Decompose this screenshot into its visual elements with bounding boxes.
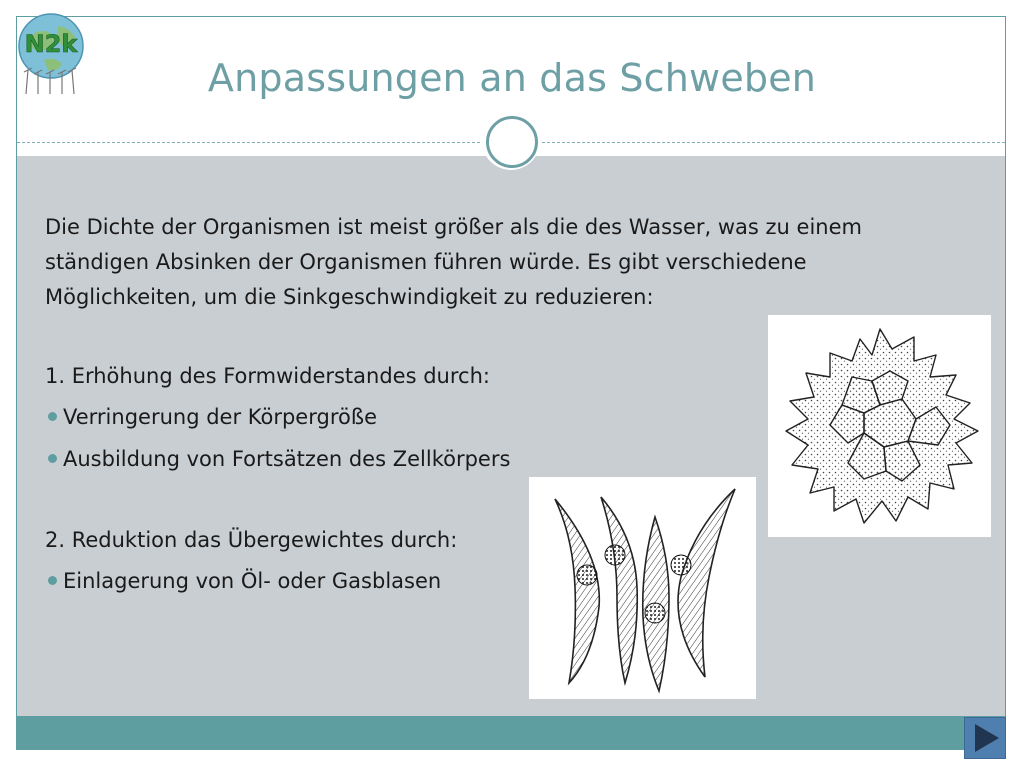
play-arrow-icon (965, 718, 1005, 758)
list-item-label: Verringerung der Körpergröße (63, 405, 377, 429)
list-item-label: Ausbildung von Fortsätzen des Zellkörpers (63, 447, 511, 471)
spindle-cells-image (529, 477, 756, 699)
footer-bar (17, 716, 1005, 749)
intro-text-block (45, 210, 945, 315)
pediastrum-colony-image (768, 315, 991, 537)
logo-text: N2k (24, 30, 78, 58)
list-item-label: Einlagerung von Öl- oder Gasblasen (63, 569, 442, 593)
pediastrum-colony-drawing (768, 315, 991, 537)
next-slide-button[interactable] (964, 717, 1006, 759)
circle-ornament-icon (486, 116, 538, 168)
list-item (48, 447, 510, 471)
list-item (48, 569, 441, 593)
bullet-icon (48, 454, 57, 463)
plankton-spindle-cells-drawing (529, 477, 756, 699)
intro-paragraph: Die Dichte der Organismen ist meist größer als die des Wasser, was zu einem ständigen Absinken der Organismen führen würde. Es gibt verschiedene Möglichkeiten, um die Sinkgeschwindigkeit zu reduzieren: (45, 215, 862, 309)
section1-heading: 1. Erhöhung des Formwiderstandes durch: (45, 364, 490, 388)
section2-heading: 2. Reduktion das Übergewichtes durch: (45, 528, 458, 552)
list-item (48, 405, 377, 429)
slide-title: Anpassungen an das Schweben (207, 56, 817, 100)
bullet-icon (48, 576, 57, 585)
bullet-icon (48, 412, 57, 421)
